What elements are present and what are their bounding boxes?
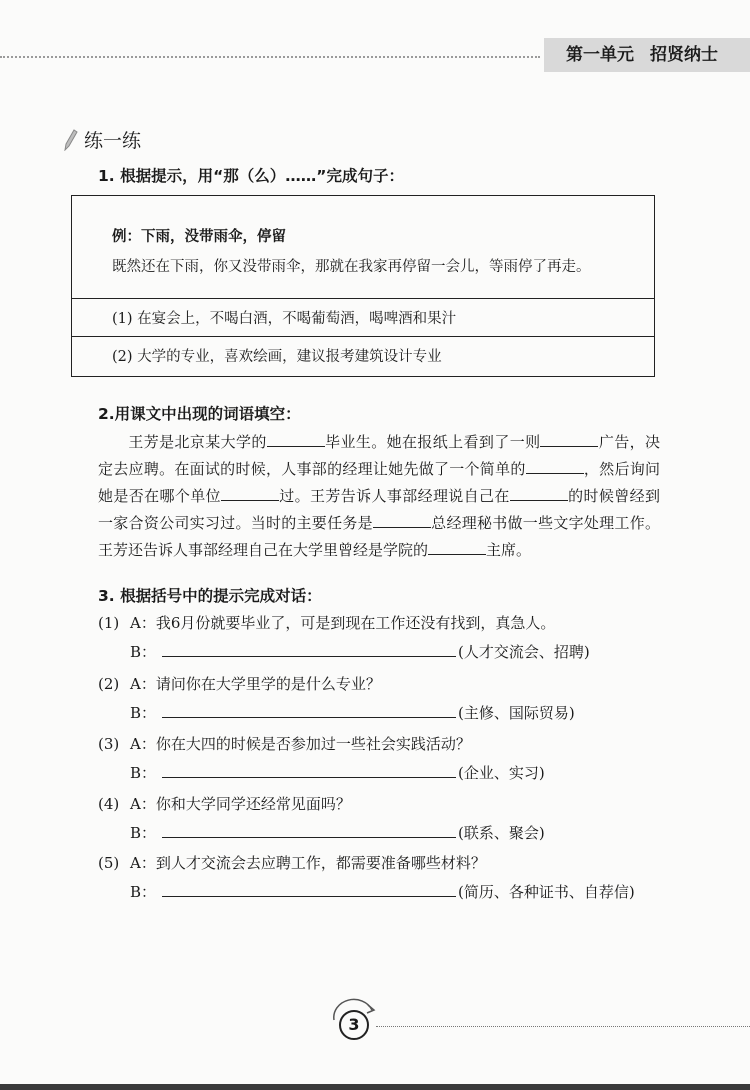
b-label: B： [130,824,157,842]
q3-question: A：我6月份就要毕业了，可是到现在工作还没有找到，真急人。 [130,614,556,632]
fill-blank[interactable] [221,485,279,501]
q3-question: A：到人才交流会去应聘工作，都需要准备哪些材料？ [130,854,486,872]
q3-item-number: (5) [98,854,120,872]
q2-text: 过。王芳告诉人事部经理说自己在 [278,487,510,505]
q3-question: A：你和大学同学还经常见面吗？ [130,795,351,813]
fill-blank[interactable] [526,458,584,474]
q1-example-sentence: 既然还在下雨，你又没带雨伞，那就在我家再停留一会儿，等雨停了再走。 [112,259,591,275]
q3-item-b [130,702,575,723]
section-title: 练一练 [84,130,142,152]
q2-text: 主席。 [486,541,532,559]
q1-item-row [72,298,654,337]
q3-hint: (联系、聚会) [458,824,545,842]
b-label: B： [130,883,157,901]
fill-blank[interactable] [510,485,568,501]
q1-title: 1. 根据提示，用“那（么）……”完成句子： [98,167,404,185]
fill-blank[interactable] [428,539,486,555]
q1-table [71,195,655,377]
q3-hint: (人才交流会、招聘) [458,643,590,661]
q2-title: 2.用课文中出现的词语填空： [98,405,301,423]
q2-paragraph [98,429,660,564]
q3-question: A：你在大四的时候是否参加过一些社会实践活动？ [130,735,471,753]
q3-item-number: (4) [98,795,120,813]
q3-hint: (企业、实习) [458,764,545,782]
section-heading [62,126,141,156]
q3-title: 3. 根据括号中的提示完成对话： [98,587,322,605]
q3-item-a [98,733,471,754]
q2-text: 毕业生。她在报纸上看到了一则 [324,433,541,451]
answer-line[interactable] [162,641,456,657]
page-number: 3 [339,1010,369,1040]
q3-item-a [98,852,486,873]
running-header [544,38,750,72]
q2-text: 王芳是北京某大学的 [128,433,267,451]
fill-blank[interactable] [373,512,431,528]
answer-line[interactable] [162,881,456,897]
answer-line[interactable] [162,762,456,778]
b-label: B： [130,704,157,722]
q3-item-number: (1) [98,614,120,632]
answer-line[interactable] [162,702,456,718]
q3-item-number: (3) [98,735,120,753]
b-label: B： [130,643,157,661]
q1-example-row [72,196,654,299]
q3-item-b [130,762,545,783]
fill-blank[interactable] [267,431,325,447]
q2-text: 的时候曾经到一家合资公司实习过。当时的主要任务是 [98,487,660,532]
q1-item-2: (2) 大学的专业，喜欢绘画，建议报考建筑设计专业 [112,349,442,365]
unit-title: 招贤纳士 [650,45,718,65]
q3-item-number: (2) [98,675,120,693]
q3-item-b [130,881,635,902]
q3-item-b [130,641,590,662]
footer-dotted-rule [376,1026,750,1027]
b-label: B： [130,764,157,782]
q2-text: 总经理秘书做一些文字处理工作。王芳还告诉人事部经理自己在大学里曾经是学院的 [98,514,660,559]
pencil-icon [62,129,78,156]
fill-blank[interactable] [540,431,598,447]
q3-hint: (简历、各种证书、自荐信) [458,883,635,901]
q3-hint: (主修、国际贸易) [458,704,575,722]
q3-item-a [98,612,555,633]
q1-item-row [72,336,654,376]
q3-item-a [98,673,381,694]
unit-label: 第一单元 [566,45,634,65]
q1-example-cue: 例：下雨，没带雨伞，停留 [112,228,286,245]
scan-edge [0,1084,750,1090]
answer-line[interactable] [162,822,456,838]
q3-question: A：请问你在大学里学的是什么专业？ [130,675,381,693]
q3-item-b [130,822,545,843]
q1-item-1: (1) 在宴会上，不喝白酒，不喝葡萄酒，喝啤酒和果汁 [112,311,457,327]
q2-text: ，然后询问她是否在哪个单位 [98,460,660,505]
header-dotted-rule [0,56,540,58]
q2-text: 广告，决定去应聘。在面试的时候，人事部的经理让她先做了一个简单的 [98,433,660,478]
q3-item-a [98,793,351,814]
